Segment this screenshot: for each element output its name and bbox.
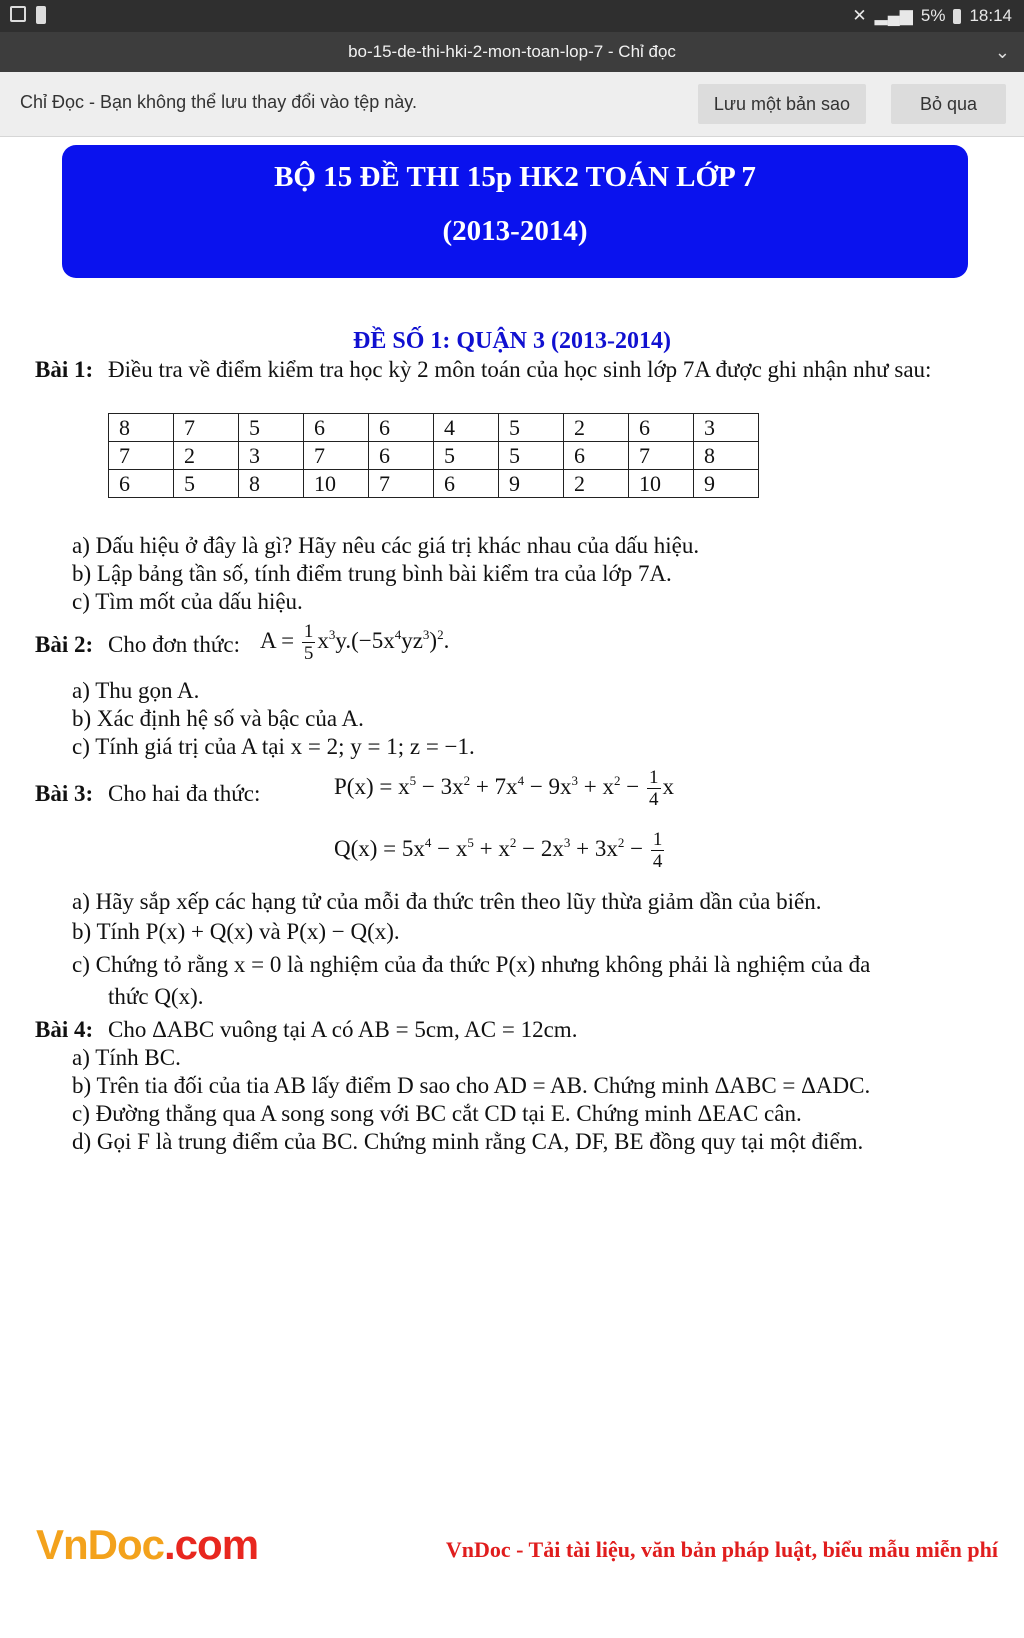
bai1-c: c) Tìm mốt của dấu hiệu. <box>72 589 303 614</box>
table-cell: 5 <box>499 442 564 470</box>
document-title: bo-15-de-thi-hki-2-mon-toan-lop-7 - Chỉ đọc <box>348 42 676 61</box>
table-row <box>109 470 759 498</box>
read-only-bar <box>0 72 1024 137</box>
bai3-intro: Cho hai đa thức: <box>108 781 261 806</box>
table-cell: 10 <box>304 470 369 498</box>
skip-button[interactable]: Bỏ qua <box>891 84 1006 124</box>
clock: 18:14 <box>969 6 1012 25</box>
table-cell: 7 <box>304 442 369 470</box>
bai1-a: a) Dấu hiệu ở đây là gì? Hãy nêu các giá trị khác nhau của dấu hiệu. <box>72 533 700 558</box>
bai4-d: d) Gọi F là trung điểm của BC. Chứng minh rằng CA, DF, BE đồng quy tại một điểm. <box>72 1129 864 1154</box>
document-page <box>0 137 1024 1638</box>
bai3-b: b) Tính P(x) + Q(x) và P(x) − Q(x). <box>72 919 400 944</box>
bai1-b: b) Lập bảng tần số, tính điểm trung bình bài kiểm tra của lớp 7A. <box>72 561 672 586</box>
table-cell: 6 <box>304 414 369 442</box>
table-cell: 5 <box>174 470 239 498</box>
bai2-a: a) Thu gọn A. <box>72 678 200 703</box>
status-bar <box>0 0 1024 32</box>
bai3-a: a) Hãy sắp xếp các hạng tử của mỗi đa thức trên theo lũy thừa giảm dần của biến. <box>72 889 822 914</box>
exam-title: ĐỀ SỐ 1: QUẬN 3 (2013-2014) <box>353 328 671 354</box>
bai4-label: Bài 4: <box>35 1017 94 1042</box>
table-cell: 7 <box>174 414 239 442</box>
document-title-bar <box>0 32 1024 72</box>
table-cell: 3 <box>239 442 304 470</box>
table-cell: 2 <box>564 414 629 442</box>
bai2-c: c) Tính giá trị của A tại x = 2; y = 1; z = −1. <box>72 734 475 759</box>
table-row <box>109 414 759 442</box>
table-cell: 7 <box>629 442 694 470</box>
table-cell: 6 <box>109 470 174 498</box>
battery-percent: 5% <box>920 6 946 25</box>
table-cell: 6 <box>369 442 434 470</box>
table-cell: 7 <box>109 442 174 470</box>
bai1-text: Điều tra về điểm kiểm tra học kỳ 2 môn toán của học sinh lớp 7A được ghi nhận như sau: <box>108 357 932 382</box>
table-cell: 8 <box>694 442 759 470</box>
vndoc-logo: VnDoc.com <box>36 1521 259 1568</box>
battery-icon <box>953 9 961 24</box>
table-row <box>109 442 759 470</box>
chevron-down-icon[interactable]: ⌄ <box>994 42 1010 62</box>
table-cell: 6 <box>434 470 499 498</box>
table-cell: 8 <box>109 414 174 442</box>
bai4-b: b) Trên tia đối của tia AB lấy điểm D sao cho AD = AB. Chứng minh ΔABC = ΔADC. <box>72 1073 871 1098</box>
table-cell: 6 <box>629 414 694 442</box>
table-cell: 3 <box>694 414 759 442</box>
bai4-c: c) Đường thẳng qua A song song với BC cắt CD tại E. Chứng minh ΔEAC cân. <box>72 1101 802 1126</box>
table-cell: 8 <box>239 470 304 498</box>
bai2-label: Bài 2: <box>35 632 94 657</box>
bai1-label: Bài 1: <box>35 357 94 382</box>
mute-icon: ✕ <box>852 6 867 25</box>
table-cell: 2 <box>564 470 629 498</box>
table-cell: 7 <box>369 470 434 498</box>
polynomial-p: $P(x) = x^5 - 3x^2 + 7x^4 - 9x^3 + x^2$ − $\frac{1}{4}$ x <box>334 767 675 810</box>
bai4-text: Cho ΔABC vuông tại A có AB = 5cm, AC = 12cm. <box>108 1017 578 1042</box>
bai3-c-line1: c) Chứng tỏ rằng x = 0 là nghiệm của đa thức P(x) nhưng không phải là nghiệm của đa <box>72 952 871 977</box>
title-banner <box>62 145 968 278</box>
score-table <box>108 413 759 498</box>
gallery-icon <box>10 6 26 22</box>
bai2-b: b) Xác định hệ số và bậc của A. <box>72 706 364 731</box>
table-cell: 9 <box>694 470 759 498</box>
footer-text: VnDoc - Tải tài liệu, văn bản pháp luật, biểu mẫu miễn phí <box>445 1537 998 1562</box>
table-cell: 9 <box>499 470 564 498</box>
read-only-message: Chỉ Đọc - Bạn không thể lưu thay đổi vào tệp này. <box>20 92 417 112</box>
table-cell: 5 <box>499 414 564 442</box>
bai3-c-line2: thức Q(x). <box>108 984 204 1009</box>
banner-year: (2013-2014) <box>442 215 588 247</box>
table-cell: 6 <box>564 442 629 470</box>
table-cell: 6 <box>369 414 434 442</box>
polynomial-q: $Q(x) = 5x^4 - x^5 + x^2 - 2x^3 + 3x^2$ − $\frac{1}{4}$ <box>334 829 663 872</box>
table-cell: 5 <box>434 442 499 470</box>
bai3-label: Bài 3: <box>35 781 94 806</box>
bai4-a: a) Tính BC. <box>72 1045 181 1070</box>
signal-icon: ▂▄▆ <box>874 6 913 25</box>
table-cell: 4 <box>434 414 499 442</box>
table-cell: 10 <box>629 470 694 498</box>
battery-small-icon <box>36 6 46 24</box>
bai2-intro: Cho đơn thức: <box>108 632 240 657</box>
banner-title: BỘ 15 ĐỀ THI 15p HK2 TOÁN LỚP 7 <box>274 161 756 193</box>
bai2-formula: A = $\frac{1}{5}$ $x^3y.(-5x^4yz^3)^2$. <box>260 621 450 664</box>
table-cell: 5 <box>239 414 304 442</box>
table-cell: 2 <box>174 442 239 470</box>
save-copy-button[interactable]: Lưu một bản sao <box>698 84 866 124</box>
